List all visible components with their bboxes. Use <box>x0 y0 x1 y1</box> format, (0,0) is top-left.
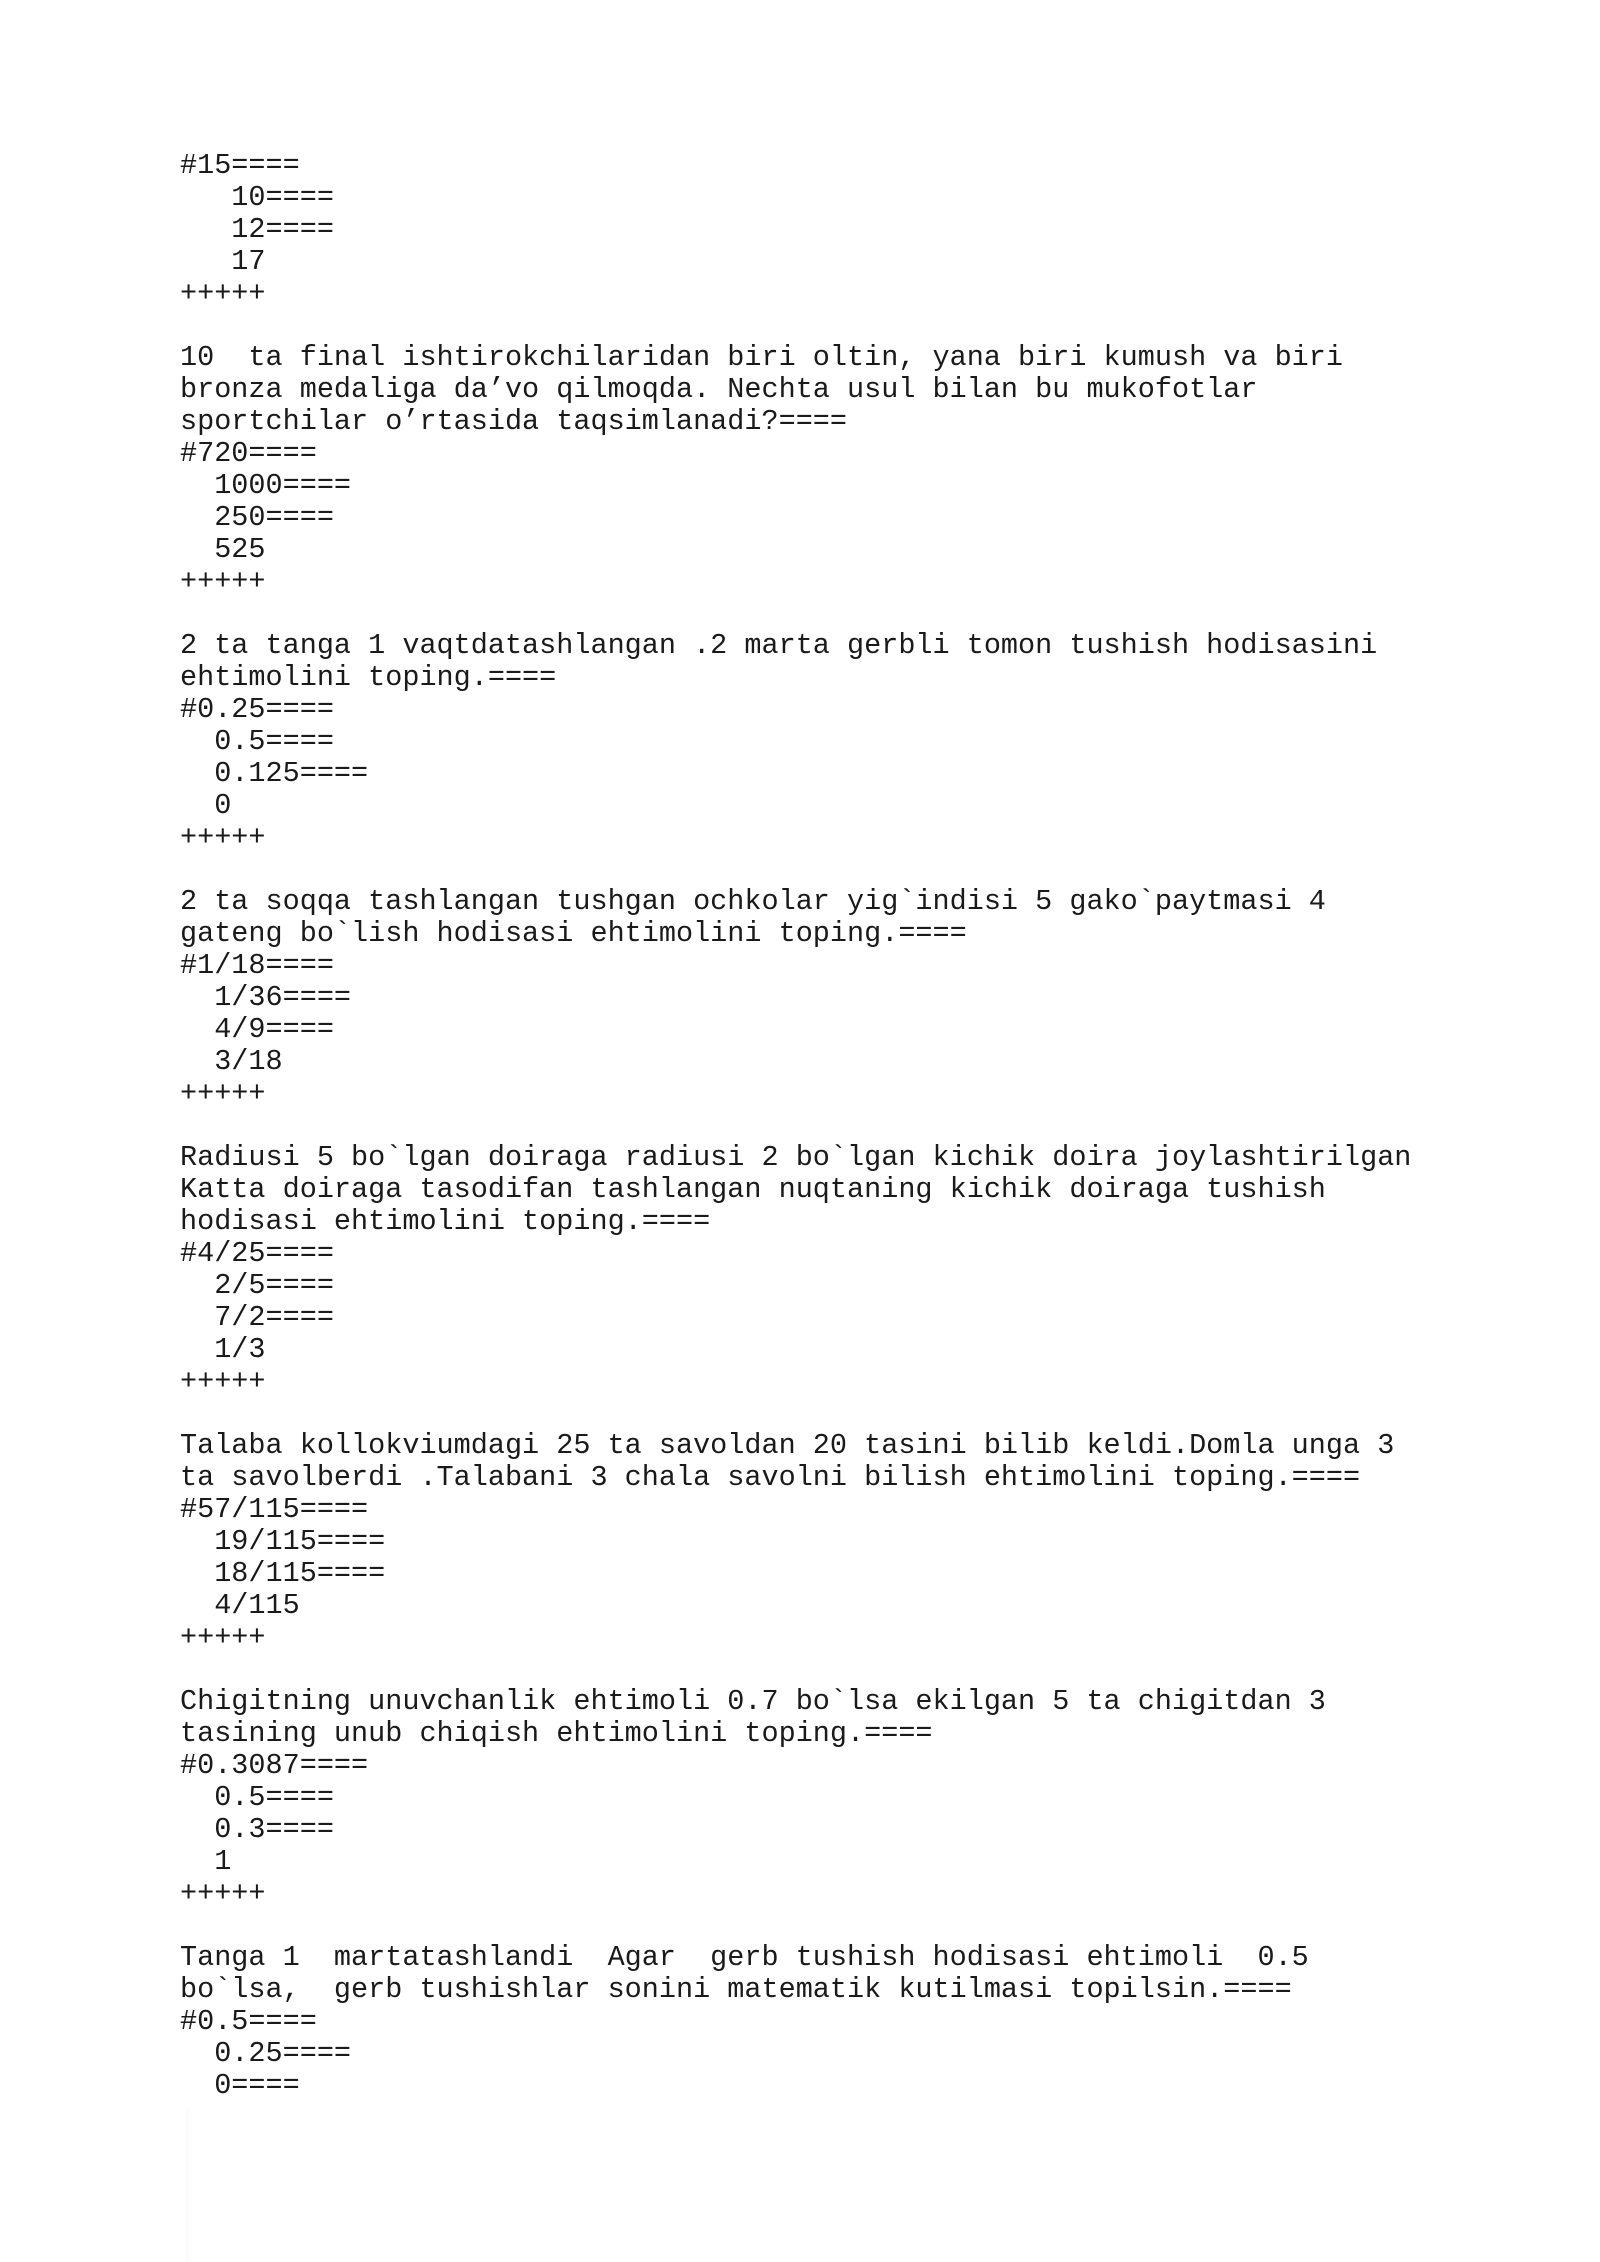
answer-option: 4/115 <box>180 1589 300 1622</box>
question-text: tasining unub chiqish ehtimolini toping.==== <box>180 1717 933 1750</box>
separator-line: +++++ <box>180 1365 266 1398</box>
blank-line <box>180 1110 1440 1142</box>
answer-option: 0.3==== <box>180 1813 334 1846</box>
answer-option: 7/2==== <box>180 1301 334 1334</box>
answer-option: 2/5==== <box>180 1269 334 1302</box>
question-text: Tanga 1 martatashlandi Agar gerb tushish hodisasi ehtimoli 0.5 <box>180 1941 1309 1974</box>
question-text: sportchilar o’rtasida taqsimlanadi?==== <box>180 405 848 438</box>
answer-option: 1/3 <box>180 1333 266 1366</box>
answer-option: 1/36==== <box>180 981 352 1014</box>
answer-option: 0.125==== <box>180 757 369 790</box>
document-text <box>180 150 1440 2102</box>
correct-answer: #15==== <box>180 149 300 182</box>
correct-answer: #720==== <box>180 437 317 470</box>
question-text: hodisasi ehtimolini toping.==== <box>180 1205 711 1238</box>
blank-line <box>180 310 1440 342</box>
answer-option: 0.5==== <box>180 725 334 758</box>
question-text: gateng bo`lish hodisasi ehtimolini toping.==== <box>180 917 967 950</box>
separator-line: +++++ <box>180 1621 266 1654</box>
correct-answer: #0.3087==== <box>180 1749 369 1782</box>
answer-option: 250==== <box>180 501 334 534</box>
answer-option: 17 <box>180 245 266 278</box>
separator-line: +++++ <box>180 821 266 854</box>
separator-line: +++++ <box>180 277 266 310</box>
separator-line: +++++ <box>180 565 266 598</box>
answer-option: 12==== <box>180 213 334 246</box>
question-text: Talaba kollokviumdagi 25 ta savoldan 20 tasini bilib keldi.Domla unga 3 <box>180 1429 1395 1462</box>
question-text: bo`lsa, gerb tushishlar sonini matematik kutilmasi topilsin.==== <box>180 1973 1292 2006</box>
question-text: ta savolberdi .Talabani 3 chala savolni bilish ehtimolini toping.==== <box>180 1461 1361 1494</box>
question-text: bronza medaliga da’vo qilmoqda. Nechta usul bilan bu mukofotlar <box>180 373 1258 406</box>
answer-option: 0.25==== <box>180 2037 352 2070</box>
correct-answer: #0.5==== <box>180 2005 317 2038</box>
answer-option: 0.5==== <box>180 1781 334 1814</box>
answer-option: 19/115==== <box>180 1525 386 1558</box>
question-text: ehtimolini toping.==== <box>180 661 557 694</box>
blank-line <box>180 1654 1440 1686</box>
correct-answer: #4/25==== <box>180 1237 334 1270</box>
correct-answer: #0.25==== <box>180 693 334 726</box>
answer-option: 18/115==== <box>180 1557 386 1590</box>
separator-line: +++++ <box>180 1877 266 1910</box>
question-text: Katta doiraga tasodifan tashlangan nuqtaning kichik doiraga tushish <box>180 1173 1326 1206</box>
answer-option: 0==== <box>180 2069 300 2102</box>
blank-line <box>180 1910 1440 1942</box>
correct-answer: #57/115==== <box>180 1493 369 1526</box>
question-text: 10 ta final ishtirokchilaridan biri oltin, yana biri kumush va biri <box>180 341 1343 374</box>
blank-line <box>180 854 1440 886</box>
question-text: 2 ta tanga 1 vaqtdatashlangan .2 marta gerbli tomon tushish hodisasini <box>180 629 1378 662</box>
blank-line <box>180 598 1440 630</box>
question-text: 2 ta soqqa tashlangan tushgan ochkolar yig`indisi 5 gako`paytmasi 4 <box>180 885 1326 918</box>
answer-option: 10==== <box>180 181 334 214</box>
answer-option: 4/9==== <box>180 1013 334 1046</box>
blank-line <box>180 1398 1440 1430</box>
separator-line: +++++ <box>180 1077 266 1110</box>
question-text: Radiusi 5 bo`lgan doiraga radiusi 2 bo`lgan kichik doira joylashtirilgan <box>180 1141 1412 1174</box>
answer-option: 3/18 <box>180 1045 283 1078</box>
answer-option: 525 <box>180 533 266 566</box>
question-text: Chigitning unuvchanlik ehtimoli 0.7 bo`lsa ekilgan 5 ta chigitdan 3 <box>180 1685 1326 1718</box>
correct-answer: #1/18==== <box>180 949 334 982</box>
answer-option: 0 <box>180 789 232 822</box>
scan-shadow <box>186 2110 192 2262</box>
answer-option: 1000==== <box>180 469 352 502</box>
answer-option: 1 <box>180 1845 232 1878</box>
